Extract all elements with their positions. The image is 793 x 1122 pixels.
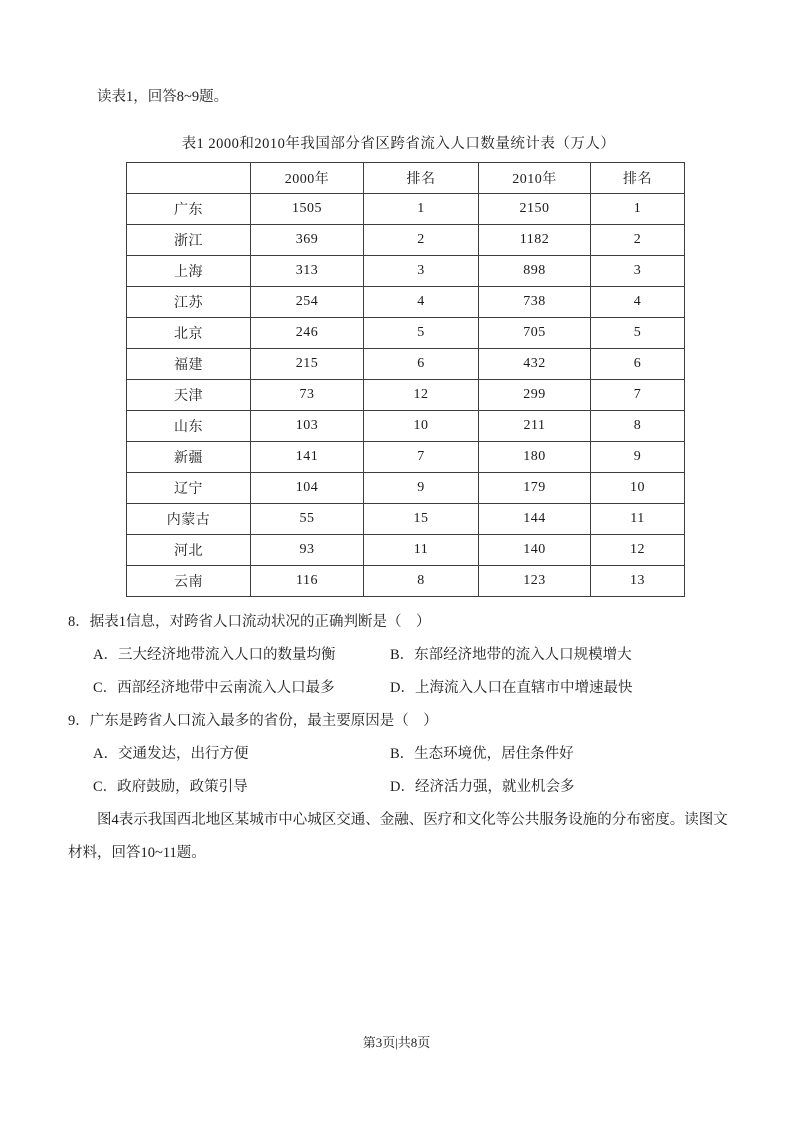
cell-rank-2000: 11	[364, 535, 479, 566]
cell-rank-2000: 6	[364, 349, 479, 380]
cell-rank-2010: 3	[591, 256, 685, 287]
cell-value-2000: 93	[251, 535, 364, 566]
cell-rank-2000: 2	[364, 225, 479, 256]
cell-rank-2010: 2	[591, 225, 685, 256]
question-8-option-a: A．三大经济地带流入人口的数量均衡	[93, 647, 336, 663]
question-8-options	[68, 639, 729, 705]
questions-section	[68, 606, 729, 870]
table-row	[127, 225, 685, 256]
cell-value-2010: 144	[479, 504, 591, 535]
cell-value-2010: 738	[479, 287, 591, 318]
question-8-option-d: D．上海流入人口在直辖市中增速最快	[390, 680, 633, 696]
question-9-options	[68, 738, 729, 804]
cell-value-2010: 211	[479, 411, 591, 442]
table-row	[127, 411, 685, 442]
table-row	[127, 504, 685, 535]
cell-province: 北京	[127, 318, 251, 349]
migration-table	[126, 162, 685, 597]
cell-value-2000: 215	[251, 349, 364, 380]
cell-province: 内蒙古	[127, 504, 251, 535]
cell-value-2010: 140	[479, 535, 591, 566]
cell-value-2010: 180	[479, 442, 591, 473]
cell-rank-2000: 12	[364, 380, 479, 411]
cell-province: 新疆	[127, 442, 251, 473]
cell-rank-2010: 9	[591, 442, 685, 473]
cell-value-2000: 103	[251, 411, 364, 442]
cell-value-2000: 73	[251, 380, 364, 411]
cell-rank-2000: 10	[364, 411, 479, 442]
cell-province: 山东	[127, 411, 251, 442]
cell-value-2000: 104	[251, 473, 364, 504]
table-row	[127, 442, 685, 473]
cell-value-2000: 116	[251, 566, 364, 597]
cell-rank-2010: 8	[591, 411, 685, 442]
cell-province: 上海	[127, 256, 251, 287]
question-8-option-c: C．西部经济地带中云南流入人口最多	[93, 680, 335, 696]
cell-value-2000: 141	[251, 442, 364, 473]
cell-rank-2010: 11	[591, 504, 685, 535]
header-rank-2010: 排名	[591, 163, 685, 194]
cell-value-2010: 299	[479, 380, 591, 411]
header-year-2010: 2010年	[479, 163, 591, 194]
table-row	[127, 349, 685, 380]
cell-rank-2000: 9	[364, 473, 479, 504]
cell-value-2000: 369	[251, 225, 364, 256]
cell-rank-2010: 6	[591, 349, 685, 380]
cell-rank-2000: 1	[364, 194, 479, 225]
cell-rank-2010: 13	[591, 566, 685, 597]
header-year-2000: 2000年	[251, 163, 364, 194]
question-8-option-b: B．东部经济地带的流入人口规模增大	[390, 647, 632, 663]
cell-value-2000: 55	[251, 504, 364, 535]
cell-rank-2000: 5	[364, 318, 479, 349]
cell-province: 江苏	[127, 287, 251, 318]
table-row	[127, 194, 685, 225]
cell-province: 辽宁	[127, 473, 251, 504]
cell-rank-2010: 7	[591, 380, 685, 411]
question-9-option-a: A．交通发达，出行方便	[93, 746, 249, 762]
question-9-option-c: C．政府鼓励，政策引导	[93, 779, 248, 795]
intro-text: 读表1，回答8~9题。	[97, 89, 229, 105]
cell-rank-2000: 4	[364, 287, 479, 318]
cell-rank-2000: 3	[364, 256, 479, 287]
question-8-stem: 8．据表1信息，对跨省人口流动状况的正确判断是（ ）	[68, 614, 431, 630]
cell-value-2010: 179	[479, 473, 591, 504]
cell-rank-2010: 4	[591, 287, 685, 318]
question-9-option-b: B．生态环境优，居住条件好	[390, 746, 574, 762]
cell-value-2000: 246	[251, 318, 364, 349]
table-row	[127, 256, 685, 287]
cell-rank-2000: 7	[364, 442, 479, 473]
cell-province: 福建	[127, 349, 251, 380]
table-row	[127, 380, 685, 411]
table-row	[127, 473, 685, 504]
cell-rank-2010: 1	[591, 194, 685, 225]
cell-value-2010: 705	[479, 318, 591, 349]
page-number: 第3页|共8页	[362, 1035, 431, 1050]
cell-value-2010: 2150	[479, 194, 591, 225]
cell-value-2010: 123	[479, 566, 591, 597]
cell-value-2010: 1182	[479, 225, 591, 256]
table-header-row	[127, 163, 685, 194]
question-9-stem: 9．广东是跨省人口流入最多的省份，最主要原因是（ ）	[68, 713, 438, 729]
table-row	[127, 287, 685, 318]
table-row	[127, 566, 685, 597]
cell-value-2000: 1505	[251, 194, 364, 225]
cell-province: 云南	[127, 566, 251, 597]
cell-value-2010: 432	[479, 349, 591, 380]
cell-value-2010: 898	[479, 256, 591, 287]
figure4-intro-text: 图4表示我国西北地区某城市中心城区交通、金融、医疗和文化等公共服务设施的分布密度。读图文材料，回答10~11题。	[68, 812, 728, 861]
header-rank-2000: 排名	[364, 163, 479, 194]
cell-province: 浙江	[127, 225, 251, 256]
cell-value-2000: 254	[251, 287, 364, 318]
cell-value-2000: 313	[251, 256, 364, 287]
cell-rank-2010: 10	[591, 473, 685, 504]
cell-rank-2000: 8	[364, 566, 479, 597]
header-province	[127, 163, 251, 194]
cell-rank-2010: 12	[591, 535, 685, 566]
table-title: 表1 2000和2010年我国部分省区跨省流入人口数量统计表（万人）	[181, 136, 616, 152]
cell-province: 天津	[127, 380, 251, 411]
cell-province: 广东	[127, 194, 251, 225]
table-row	[127, 318, 685, 349]
cell-province: 河北	[127, 535, 251, 566]
question-9-option-d: D．经济活力强，就业机会多	[390, 779, 575, 795]
cell-rank-2010: 5	[591, 318, 685, 349]
cell-rank-2000: 15	[364, 504, 479, 535]
table-row	[127, 535, 685, 566]
